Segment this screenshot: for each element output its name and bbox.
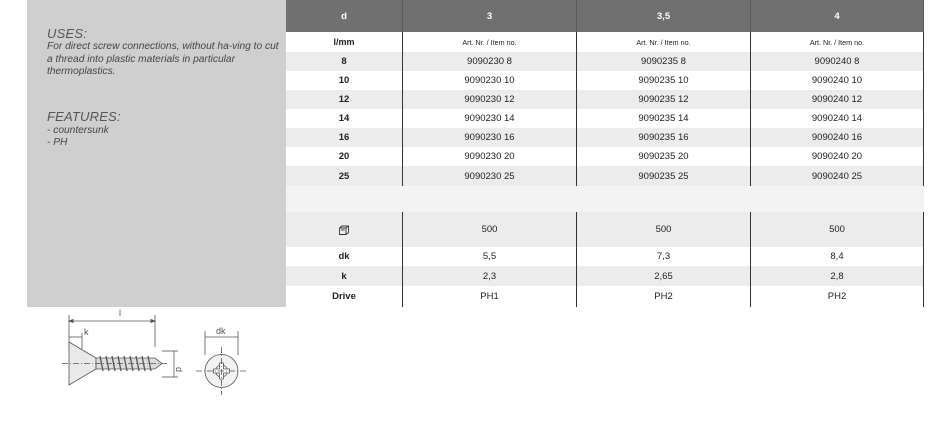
table-cell: PH2 xyxy=(576,286,750,307)
table-cell: 9090230 16 xyxy=(402,128,576,147)
table-row xyxy=(286,52,924,71)
table-row xyxy=(286,166,924,186)
table-cell: 9090235 25 xyxy=(576,166,750,186)
table-cell: 9090235 12 xyxy=(576,90,750,109)
table-cell: 9090230 20 xyxy=(402,147,576,166)
table-cell: 10 xyxy=(338,75,350,86)
screw-diagram xyxy=(58,307,254,400)
table-cell: 9090230 8 xyxy=(402,52,576,71)
features-title: FEATURES: xyxy=(47,109,121,124)
table-cell: 5,5 xyxy=(402,247,576,266)
table-header-row xyxy=(286,0,924,32)
table-cell: 9090230 10 xyxy=(402,71,576,90)
header-cell: 3,5 xyxy=(576,0,750,32)
table-row xyxy=(286,90,924,109)
table-cell: 20 xyxy=(338,151,350,162)
table-cell: 9090230 14 xyxy=(402,109,576,128)
subheader-cell: Art. Nr. / Item no. xyxy=(402,32,576,52)
header-cell: 3 xyxy=(402,0,576,32)
spec-row-package xyxy=(286,212,924,247)
screw-technical-drawing xyxy=(58,307,254,400)
table-cell: 14 xyxy=(338,113,350,124)
table-cell: 9090240 25 xyxy=(750,166,924,186)
info-panel xyxy=(27,0,286,307)
table-cell: 16 xyxy=(338,132,350,143)
subheader-cell: Art. Nr. / Item no. xyxy=(750,32,924,52)
table-cell: PH2 xyxy=(750,286,924,307)
header-cell: 4 xyxy=(750,0,924,32)
package-quantity-label xyxy=(286,212,402,247)
label-l: l xyxy=(119,308,121,318)
uses-text: For direct screw connections, without ha-ving to cut a thread into plastic materials in particular thermoplastics. xyxy=(47,41,279,77)
table-cell: 9090240 20 xyxy=(750,147,924,166)
table-cell: 500 xyxy=(402,212,576,247)
table-cell: 2,3 xyxy=(402,266,576,286)
table-cell: 9090235 16 xyxy=(576,128,750,147)
subheader-cell: Art. Nr. / Item no. xyxy=(576,32,750,52)
table-row xyxy=(286,71,924,90)
table-cell: 9090230 25 xyxy=(402,166,576,186)
feature-item: - PH xyxy=(47,137,68,148)
table-cell: PH1 xyxy=(402,286,576,307)
table-cell: 9090240 10 xyxy=(750,71,924,90)
table-cell: 2,8 xyxy=(750,266,924,286)
feature-item: - countersunk xyxy=(47,125,109,136)
table-cell: 9090240 12 xyxy=(750,90,924,109)
spec-row-dk xyxy=(286,247,924,266)
table-cell: Drive xyxy=(332,291,356,302)
table-subheader-row xyxy=(286,32,924,52)
table-cell: 2,65 xyxy=(576,266,750,286)
table-cell: 9090240 8 xyxy=(750,52,924,71)
table-row xyxy=(286,128,924,147)
table-cell: 500 xyxy=(576,212,750,247)
table-cell: 9090240 16 xyxy=(750,128,924,147)
table-cell: 9090235 20 xyxy=(576,147,750,166)
table-cell: 9090240 14 xyxy=(750,109,924,128)
table-cell: 8,4 xyxy=(750,247,924,266)
table-spacer xyxy=(286,186,924,212)
spec-row-k xyxy=(286,266,924,286)
table-cell: 9090230 12 xyxy=(402,90,576,109)
spec-row-drive xyxy=(286,286,924,307)
label-k: k xyxy=(84,327,89,337)
table-cell: 25 xyxy=(338,170,350,182)
table-cell: 9090235 14 xyxy=(576,109,750,128)
table-cell: 500 xyxy=(750,212,924,247)
package-box-icon xyxy=(338,225,350,235)
table-cell: 7,3 xyxy=(576,247,750,266)
subheader-cell: l/mm xyxy=(333,37,355,47)
table-cell: 9090235 10 xyxy=(576,71,750,90)
table-row xyxy=(286,147,924,166)
table-cell: 12 xyxy=(338,94,350,105)
table-cell: dk xyxy=(338,251,350,262)
table-row xyxy=(286,109,924,128)
label-d: d xyxy=(174,367,184,373)
table-cell: k xyxy=(341,270,347,282)
header-cell: d xyxy=(341,10,347,22)
table-cell: 8 xyxy=(341,56,347,67)
uses-title: USES: xyxy=(47,26,88,41)
table-cell: 9090235 8 xyxy=(576,52,750,71)
label-dk: dk xyxy=(216,326,226,336)
